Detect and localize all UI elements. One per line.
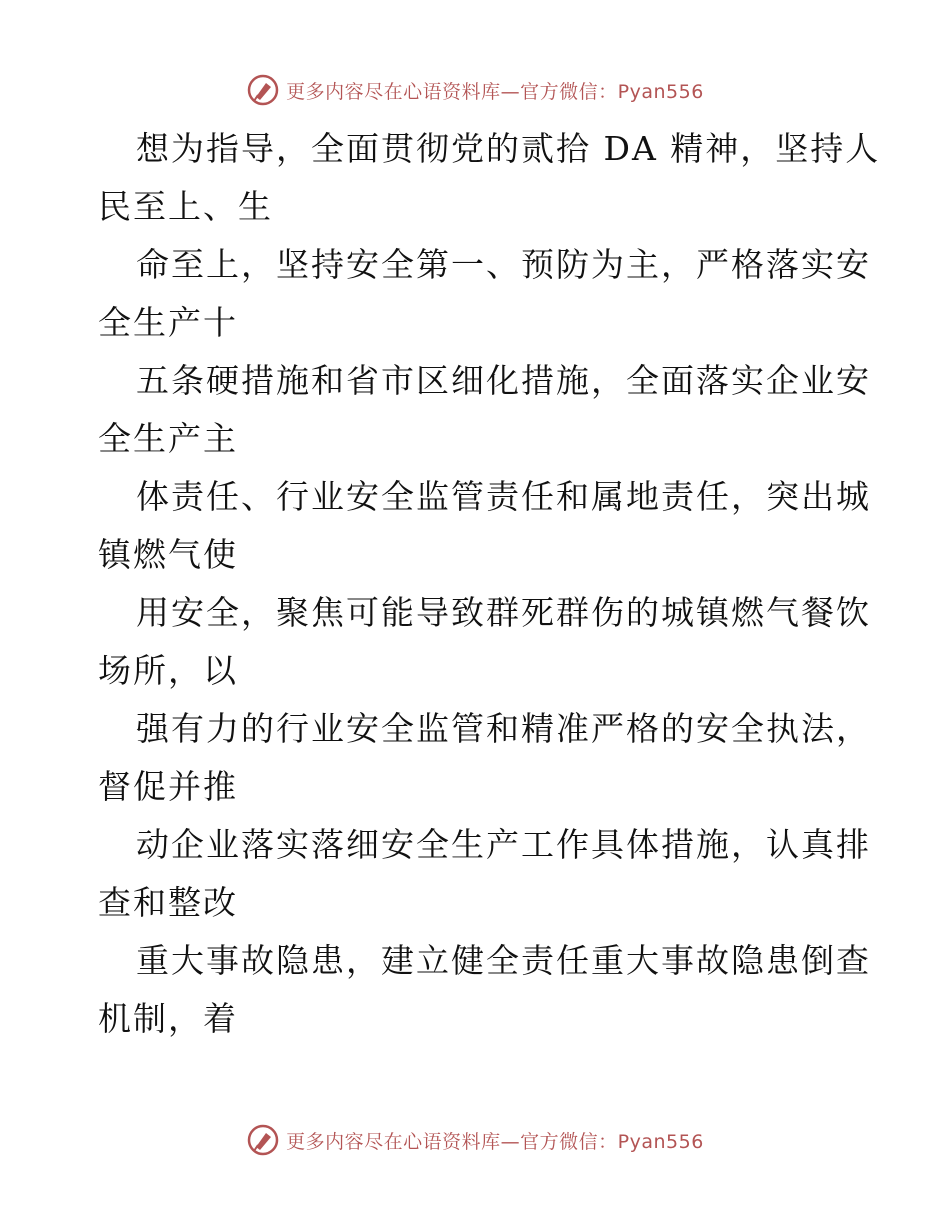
pen-nib-logo-icon [246, 1123, 280, 1157]
body-line-1: 想为指导，全面贯彻党的贰拾 DA 精神，坚持人 [136, 129, 881, 168]
body-line-12: 督促并推 [98, 767, 238, 806]
body-line-16: 机制，着 [98, 999, 238, 1038]
header-banner [0, 70, 950, 110]
body-line-2: 民至上、生 [98, 187, 273, 226]
body-line-14: 查和整改 [98, 883, 238, 922]
body-line-7: 体责任、行业安全监管责任和属地责任，突出城 [136, 477, 871, 516]
body-line-10: 场所，以 [98, 651, 238, 690]
body-line-8: 镇燃气使 [98, 535, 238, 574]
body-line-13: 动企业落实落细安全生产工作具体措施，认真排 [136, 825, 871, 864]
body-line-9: 用安全，聚焦可能导致群死群伤的城镇燃气餐饮 [136, 593, 871, 632]
body-line-15: 重大事故隐患，建立健全责任重大事故隐患倒查 [136, 941, 871, 980]
body-line-4: 全生产十 [98, 303, 238, 342]
body-line-3: 命至上，坚持安全第一、预防为主，严格落实安 [136, 245, 871, 284]
body-line-11: 强有力的行业安全监管和精准严格的安全执法， [136, 709, 871, 748]
header-banner-text: 更多内容尽在心语资料库—官方微信：Pyan556 [286, 80, 704, 103]
body-line-6: 全生产主 [98, 419, 238, 458]
footer-banner-text: 更多内容尽在心语资料库—官方微信：Pyan556 [286, 1130, 704, 1153]
body-line-5: 五条硬措施和省市区细化措施，全面落实企业安 [136, 361, 871, 400]
footer-banner [0, 1120, 950, 1160]
document-body [98, 120, 881, 1048]
pen-nib-logo-icon [246, 73, 280, 107]
